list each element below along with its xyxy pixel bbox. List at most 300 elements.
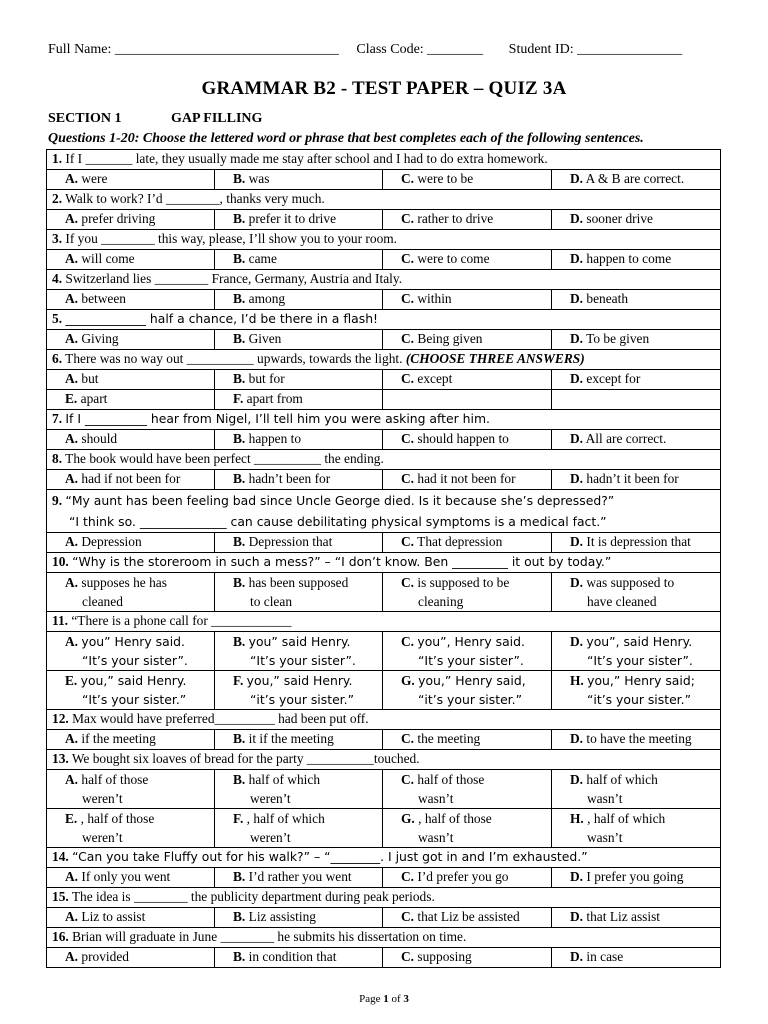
option-letter: D. xyxy=(570,949,584,964)
option-b[interactable] xyxy=(215,330,383,350)
question-number: 4. xyxy=(52,271,63,286)
option-text: To be given xyxy=(586,331,650,346)
option-text: A & B are correct. xyxy=(585,171,685,186)
option-text: should happen to xyxy=(417,431,509,446)
option-letter: C. xyxy=(401,869,415,884)
question-number: 15. xyxy=(52,889,69,904)
option-c[interactable] xyxy=(383,210,552,230)
option-text: hadn’t been for xyxy=(248,471,331,486)
question-row xyxy=(47,190,721,210)
question-row xyxy=(47,450,721,470)
question-5 xyxy=(47,310,721,330)
option-text-line-2: weren’t xyxy=(82,830,123,845)
option-text-line-2: cleaning xyxy=(418,594,464,609)
option-c[interactable] xyxy=(383,868,552,888)
question-number: 11. xyxy=(52,613,68,628)
question-7 xyxy=(47,410,721,430)
option-letter: A. xyxy=(65,772,79,787)
option-d[interactable] xyxy=(552,370,721,390)
option-text-line-1: was supposed to xyxy=(586,575,675,590)
option-text: provided xyxy=(81,949,129,964)
question-row xyxy=(47,490,721,533)
option-text: apart from xyxy=(246,391,303,406)
option-c[interactable] xyxy=(383,170,552,190)
option-text: among xyxy=(248,291,286,306)
option-letter: D. xyxy=(570,291,584,306)
option-f[interactable] xyxy=(215,809,383,848)
option-text: It is depression that xyxy=(586,534,691,549)
option-letter: A. xyxy=(65,575,79,590)
option-text-line-1: supposes he has xyxy=(81,575,167,590)
question-text-line-2: “I think so. ______________ can cause debilitating physical symptoms is a medical fact.” xyxy=(69,514,607,529)
option-h[interactable] xyxy=(552,809,721,848)
option-letter: C. xyxy=(401,171,415,186)
option-letter: B. xyxy=(233,171,246,186)
page-prefix: Page xyxy=(359,993,384,1005)
option-b[interactable] xyxy=(215,908,383,928)
option-b[interactable] xyxy=(215,210,383,230)
option-d[interactable] xyxy=(552,470,721,490)
options-row xyxy=(47,290,721,310)
options-row xyxy=(47,730,721,750)
option-letter: D. xyxy=(570,869,584,884)
option-letter: C. xyxy=(401,634,415,649)
page-total: 3 xyxy=(403,993,409,1005)
option-b[interactable] xyxy=(215,470,383,490)
option-text: except xyxy=(417,371,453,386)
question-number: 9. xyxy=(52,493,63,508)
student-info-line xyxy=(48,42,728,58)
question-text: Brian will graduate in June ________ he submits his dissertation on time. xyxy=(72,929,467,944)
question-14 xyxy=(47,848,721,868)
option-b[interactable] xyxy=(215,948,383,968)
option-letter: D. xyxy=(570,909,584,924)
option-text: supposing xyxy=(417,949,472,964)
question-text: The book would have been perfect __________ the ending. xyxy=(65,451,384,466)
option-b[interactable] xyxy=(215,370,383,390)
question-13 xyxy=(47,750,721,770)
option-a[interactable] xyxy=(47,730,215,750)
option-letter: A. xyxy=(65,471,79,486)
option-text-line-1: , half of those xyxy=(80,811,155,826)
option-text: I’d rather you went xyxy=(248,869,352,884)
option-letter: C. xyxy=(401,909,415,924)
section-name: GAP FILLING xyxy=(171,111,263,126)
option-text-line-2: weren’t xyxy=(82,791,123,806)
question-3 xyxy=(47,230,721,250)
option-a[interactable] xyxy=(47,868,215,888)
option-letter: E. xyxy=(65,391,78,406)
option-d[interactable] xyxy=(552,533,721,553)
question-row xyxy=(47,612,721,632)
question-text: “Why is the storeroom in such a mess?” – “I don’t know. Ben _________ it out by today.” xyxy=(72,554,612,569)
option-e[interactable] xyxy=(47,809,215,848)
option-text: were to be xyxy=(417,171,474,186)
section-heading xyxy=(48,111,262,127)
option-text: to have the meeting xyxy=(586,731,692,746)
question-number: 3. xyxy=(52,231,63,246)
option-text: Depression xyxy=(81,534,142,549)
question-number: 10. xyxy=(52,554,69,569)
question-12 xyxy=(47,710,721,730)
option-d[interactable] xyxy=(552,770,721,809)
option-a[interactable] xyxy=(47,250,215,270)
option-text: between xyxy=(81,291,127,306)
options-row xyxy=(47,573,721,612)
option-text: sooner drive xyxy=(586,211,653,226)
option-c[interactable] xyxy=(383,632,552,671)
option-c[interactable] xyxy=(383,470,552,490)
options-row xyxy=(47,632,721,671)
option-text-line-1: you”, Henry said. xyxy=(417,634,525,649)
option-text-line-1: you,” said Henry. xyxy=(80,673,187,688)
option-a[interactable] xyxy=(47,370,215,390)
option-text-line-1: half of those xyxy=(81,772,149,787)
option-letter: A. xyxy=(65,869,79,884)
option-letter: B. xyxy=(233,949,246,964)
option-text: within xyxy=(417,291,452,306)
option-letter: D. xyxy=(570,772,584,787)
option-text-line-2: “it’s your sister.” xyxy=(587,692,692,707)
option-letter: D. xyxy=(570,331,584,346)
option-a[interactable] xyxy=(47,908,215,928)
option-d[interactable] xyxy=(552,430,721,450)
question-number: 1. xyxy=(52,151,63,166)
option-letter: C. xyxy=(401,534,415,549)
option-b[interactable] xyxy=(215,290,383,310)
option-text-line-2: weren’t xyxy=(250,791,291,806)
option-c[interactable] xyxy=(383,908,552,928)
option-text: That depression xyxy=(417,534,503,549)
option-letter: B. xyxy=(233,869,246,884)
question-number: 2. xyxy=(52,191,63,206)
option-d[interactable] xyxy=(552,290,721,310)
option-letter: B. xyxy=(233,291,246,306)
option-letter: C. xyxy=(401,949,415,964)
option-letter: A. xyxy=(65,171,79,186)
option-text: Given xyxy=(248,331,282,346)
option-a[interactable] xyxy=(47,470,215,490)
options-row xyxy=(47,809,721,848)
option-text-line-2: have cleaned xyxy=(587,594,657,609)
option-letter: C. xyxy=(401,331,415,346)
options-row xyxy=(47,470,721,490)
student-id-field[interactable]: Student ID: _______________ xyxy=(508,42,683,57)
option-b[interactable] xyxy=(215,730,383,750)
question-2 xyxy=(47,190,721,210)
option-text-line-2: “It’s your sister”. xyxy=(82,653,188,668)
option-a[interactable] xyxy=(47,210,215,230)
question-text: If I _______ late, they usually made me stay after school and I had to do extra homework. xyxy=(65,151,548,166)
full-name-field[interactable]: Full Name: ________________________________ xyxy=(48,42,339,57)
options-row xyxy=(47,390,721,410)
option-c[interactable] xyxy=(383,330,552,350)
question-number: 13. xyxy=(52,751,69,766)
option-letter: G. xyxy=(401,673,415,688)
question-6 xyxy=(47,350,721,370)
option-text-line-2: “It’s your sister”. xyxy=(418,653,524,668)
option-text: was xyxy=(248,171,270,186)
option-text: that Liz be assisted xyxy=(417,909,520,924)
option-text-line-2: wasn’t xyxy=(587,791,623,806)
option-text-line-2: wasn’t xyxy=(418,791,454,806)
option-letter: H. xyxy=(570,811,584,826)
option-text: had if not been for xyxy=(81,471,181,486)
option-text: apart xyxy=(80,391,108,406)
option-text-line-1: half of which xyxy=(248,772,321,787)
option-letter: B. xyxy=(233,371,246,386)
option-text: were xyxy=(81,171,108,186)
option-letter: A. xyxy=(65,534,79,549)
option-b[interactable] xyxy=(215,573,383,612)
question-text: _____________ half a chance, I’d be there in a flash! xyxy=(65,311,379,326)
option-text: Giving xyxy=(81,331,119,346)
option-letter: A. xyxy=(65,909,79,924)
question-number: 16. xyxy=(52,929,69,944)
option-text-line-2: cleaned xyxy=(82,594,123,609)
page-title: GRAMMAR B2 - TEST PAPER – QUIZ 3A xyxy=(201,78,567,99)
option-letter: D. xyxy=(570,575,584,590)
options-row xyxy=(47,770,721,809)
option-a[interactable] xyxy=(47,330,215,350)
option-text: I prefer you going xyxy=(586,869,684,884)
option-text: except for xyxy=(586,371,641,386)
option-letter: F. xyxy=(233,673,244,688)
question-row xyxy=(47,270,721,290)
option-text: rather to drive xyxy=(417,211,494,226)
option-text-line-2: “it’s your sister.” xyxy=(418,692,523,707)
option-g[interactable] xyxy=(383,809,552,848)
option-c[interactable] xyxy=(383,573,552,612)
option-text: had it not been for xyxy=(417,471,516,486)
option-text: came xyxy=(248,251,277,266)
option-e[interactable] xyxy=(47,671,215,710)
option-text: Liz assisting xyxy=(248,909,316,924)
question-number: 6. xyxy=(52,351,63,366)
option-letter: D. xyxy=(570,731,584,746)
option-h[interactable] xyxy=(552,671,721,710)
option-d[interactable] xyxy=(552,170,721,190)
question-15 xyxy=(47,888,721,908)
option-letter: B. xyxy=(233,634,246,649)
option-letter: A. xyxy=(65,251,79,266)
option-b[interactable] xyxy=(215,868,383,888)
option-letter: E. xyxy=(65,673,78,688)
option-c[interactable] xyxy=(383,290,552,310)
option-letter: A. xyxy=(65,291,79,306)
section-label: SECTION 1 xyxy=(48,111,122,126)
option-text-line-1: , half of which xyxy=(246,811,325,826)
question-row xyxy=(47,410,721,430)
option-text: Depression that xyxy=(248,534,333,549)
question-row xyxy=(47,553,721,573)
option-text-line-2: weren’t xyxy=(250,830,291,845)
options-row xyxy=(47,948,721,968)
option-f[interactable] xyxy=(215,390,383,410)
option-b[interactable] xyxy=(215,250,383,270)
option-text-line-1: you,” said Henry. xyxy=(246,673,353,688)
option-b[interactable] xyxy=(215,770,383,809)
option-c[interactable] xyxy=(383,430,552,450)
option-text: it if the meeting xyxy=(248,731,334,746)
option-text-line-1: you”, said Henry. xyxy=(586,634,693,649)
option-d[interactable] xyxy=(552,632,721,671)
option-d[interactable] xyxy=(552,908,721,928)
option-text: Liz to assist xyxy=(81,909,146,924)
instructions: Questions 1-20: Choose the lettered word or phrase that best completes each of the following sentences. xyxy=(48,131,644,146)
question-row xyxy=(47,750,721,770)
option-f[interactable] xyxy=(215,671,383,710)
option-g[interactable] xyxy=(383,671,552,710)
question-number: 14. xyxy=(52,849,69,864)
option-text-line-2: wasn’t xyxy=(587,830,623,845)
options-row xyxy=(47,868,721,888)
option-letter: D. xyxy=(570,534,584,549)
option-letter: C. xyxy=(401,575,415,590)
option-text: that Liz assist xyxy=(586,909,661,924)
option-text: prefer it to drive xyxy=(248,211,337,226)
option-c[interactable] xyxy=(383,250,552,270)
options-row xyxy=(47,210,721,230)
options-row xyxy=(47,908,721,928)
option-text: but for xyxy=(248,371,285,386)
question-row xyxy=(47,350,721,370)
option-letter: C. xyxy=(401,731,415,746)
option-e[interactable] xyxy=(47,390,215,410)
option-letter: B. xyxy=(233,471,246,486)
option-letter: A. xyxy=(65,949,79,964)
option-text-line-1: , half of those xyxy=(418,811,492,826)
option-d[interactable] xyxy=(552,730,721,750)
option-text-line-1: is supposed to be xyxy=(417,575,510,590)
option-letter: C. xyxy=(401,471,415,486)
option-c[interactable] xyxy=(383,370,552,390)
option-text: happen to xyxy=(248,431,302,446)
option-letter: A. xyxy=(65,331,79,346)
option-a[interactable] xyxy=(47,533,215,553)
option-text: will come xyxy=(81,251,135,266)
option-text-line-2: to clean xyxy=(250,594,293,609)
option-letter: F. xyxy=(233,391,244,406)
option-letter: G. xyxy=(401,811,415,826)
option-letter: B. xyxy=(233,211,246,226)
option-a[interactable] xyxy=(47,290,215,310)
class-code-field[interactable]: Class Code: ________ xyxy=(356,42,484,57)
options-row xyxy=(47,330,721,350)
option-text: should xyxy=(81,431,118,446)
option-text: I’d prefer you go xyxy=(417,869,509,884)
option-text: in case xyxy=(586,949,624,964)
question-text: There was no way out __________ upwards, towards the light. xyxy=(65,351,403,366)
option-letter: B. xyxy=(233,772,246,787)
option-text-line-1: half of which xyxy=(586,772,658,787)
option-letter: B. xyxy=(233,534,246,549)
option-letter: B. xyxy=(233,731,246,746)
question-text: “There is a phone call for ____________ xyxy=(71,613,292,628)
options-row xyxy=(47,370,721,390)
option-d[interactable] xyxy=(552,330,721,350)
question-1 xyxy=(47,150,721,170)
option-letter: B. xyxy=(233,575,246,590)
option-d[interactable] xyxy=(552,868,721,888)
option-c[interactable] xyxy=(383,770,552,809)
options-row xyxy=(47,671,721,710)
question-row xyxy=(47,848,721,868)
option-letter: F. xyxy=(233,811,244,826)
option-b[interactable] xyxy=(215,632,383,671)
page-footer xyxy=(0,993,768,1005)
question-number: 5. xyxy=(52,311,63,326)
option-text-line-1: you,” Henry said, xyxy=(418,673,526,688)
option-letter: B. xyxy=(233,331,246,346)
option-text-line-2: wasn’t xyxy=(418,830,454,845)
option-text-line-1: you,” Henry said; xyxy=(587,673,695,688)
option-c[interactable] xyxy=(383,948,552,968)
question-text: If I __________ hear from Nigel, I’ll tell him you were asking after him. xyxy=(65,411,490,426)
question-row xyxy=(47,710,721,730)
empty-cell xyxy=(383,390,552,410)
question-row xyxy=(47,310,721,330)
option-letter: D. xyxy=(570,171,584,186)
option-text: prefer driving xyxy=(81,211,156,226)
question-text: If you ________ this way, please, I’ll show you to your room. xyxy=(65,231,398,246)
option-letter: C. xyxy=(401,431,415,446)
option-letter: B. xyxy=(233,431,246,446)
option-a[interactable] xyxy=(47,170,215,190)
question-text: Walk to work? I’d ________, thanks very much. xyxy=(65,191,325,206)
option-d[interactable] xyxy=(552,210,721,230)
option-letter: D. xyxy=(570,251,584,266)
option-b[interactable] xyxy=(215,430,383,450)
option-a[interactable] xyxy=(47,632,215,671)
option-text: All are correct. xyxy=(585,431,667,446)
question-number: 8. xyxy=(52,451,63,466)
option-text: were to come xyxy=(417,251,490,266)
options-row xyxy=(47,430,721,450)
question-text: We bought six loaves of bread for the party __________touched. xyxy=(71,751,420,766)
question-number: 7. xyxy=(52,411,63,426)
option-letter: A. xyxy=(65,371,79,386)
option-letter: D. xyxy=(570,431,584,446)
option-a[interactable] xyxy=(47,430,215,450)
option-c[interactable] xyxy=(383,730,552,750)
question-9 xyxy=(47,490,721,533)
option-b[interactable] xyxy=(215,533,383,553)
option-d[interactable] xyxy=(552,250,721,270)
option-text: If only you went xyxy=(81,869,171,884)
option-text-line-2: “it’s your sister.” xyxy=(250,692,355,707)
option-a[interactable] xyxy=(47,948,215,968)
option-letter: A. xyxy=(65,211,79,226)
option-letter: D. xyxy=(570,634,584,649)
option-b[interactable] xyxy=(215,170,383,190)
option-a[interactable] xyxy=(47,573,215,612)
question-8 xyxy=(47,450,721,470)
option-text: if the meeting xyxy=(81,731,156,746)
option-a[interactable] xyxy=(47,770,215,809)
option-letter: C. xyxy=(401,291,415,306)
question-note: (CHOOSE THREE ANSWERS) xyxy=(405,351,585,366)
page-mid: of xyxy=(388,993,404,1005)
option-letter: C. xyxy=(401,251,415,266)
option-d[interactable] xyxy=(552,573,721,612)
option-d[interactable] xyxy=(552,948,721,968)
question-text-line-1: “My aunt has been feeling bad since Uncle George died. Is it because she’s depressed?” xyxy=(65,493,615,508)
option-text: hadn’t it been for xyxy=(586,471,679,486)
question-number: 12. xyxy=(52,711,69,726)
option-c[interactable] xyxy=(383,533,552,553)
question-10 xyxy=(47,553,721,573)
